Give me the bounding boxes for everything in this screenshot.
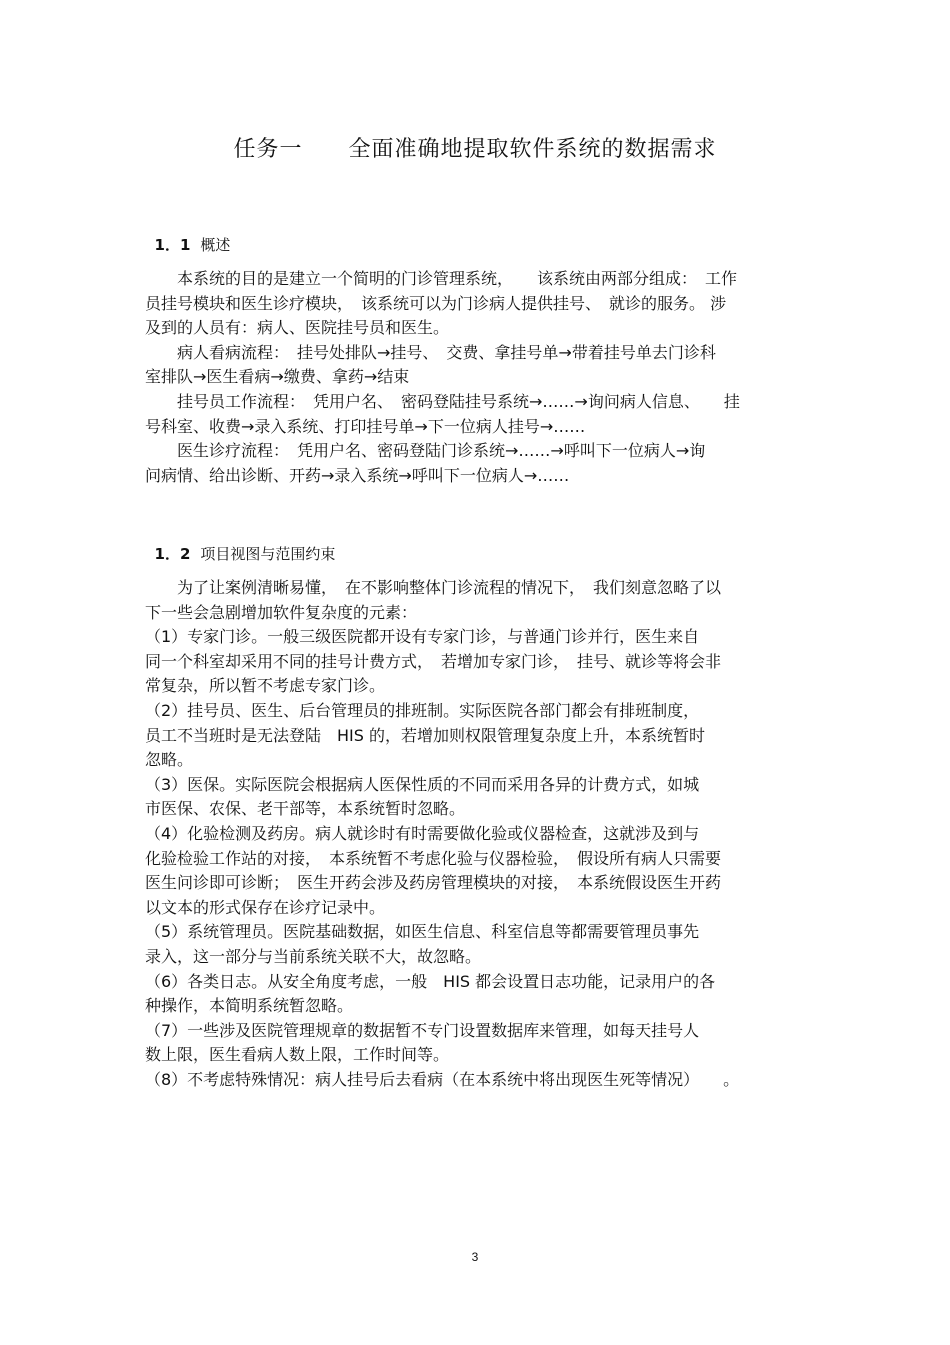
paragraph-line: 医生诊疗流程： 凭用户名、密码登陆门诊系统→……→呼叫下一位病人→询 [145,441,706,461]
list-item-line: 同一个科室却采用不同的挂号计费方式， 若增加专家门诊， 挂号、就诊等将会非 [145,651,722,671]
section-1-number: 1．1 [154,236,191,254]
list-item-line: 常复杂，所以暂不考虑专家门诊。 [145,676,386,696]
section-1-body [145,267,810,488]
list-item-line: 化验检验工作站的对接， 本系统暂不考虑化验与仪器检验， 假设所有病人只需要 [145,848,722,868]
paragraph-line: 问病情、给出诊断、开药→录入系统→呼叫下一位病人→…… [145,465,570,485]
list-item-line: 种操作，本简明系统暂忽略。 [145,996,354,1016]
section-2-title: 项目视图与范围约束 [200,545,336,563]
list-item-line: 市医保、农保、老干部等，本系统暂时忽略。 [145,799,466,819]
list-item-line: （2）挂号员、医生、后台管理员的排班制。实际医院各部门都会有排班制度， [145,700,700,720]
list-item-line: 数上限，医生看病人数上限，工作时间等。 [145,1045,450,1065]
section-2-number: 1．2 [154,545,191,563]
paragraph-line: 为了让案例清晰易懂， 在不影响整体门诊流程的情况下， 我们刻意忽略了以 [145,578,722,597]
list-item-line: （5）系统管理员。医院基础数据，如医生信息、科室信息等都需要管理员事先 [145,922,700,942]
paragraph-line: 及到的人员有：病人、医院挂号员和医生。 [145,318,450,338]
paragraph-line: 室排队→医生看病→缴费、拿药→结束 [145,367,410,387]
section-1-heading [145,216,230,255]
list-item-line: 忽略。 [145,750,194,770]
paragraph-line: 下一些会急剧增加软件复杂度的元素： [145,602,418,622]
paragraph-line: 号科室、收费→录入系统、打印挂号单→下一位病人挂号→…… [145,416,586,436]
section-2-heading [145,525,335,564]
list-item-line: （7）一些涉及医院管理规章的数据暂不专门设置数据库来管理，如每天挂号人 [145,1020,700,1040]
page-title: 任务一 全面准确地提取软件系统的数据需求 [233,137,717,162]
paragraph-line: 本系统的目的是建立一个简明的门诊管理系统， 该系统由两部分组成： 工作 [145,269,738,288]
list-item-line: 录入，这一部分与当前系统关联不大，故忽略。 [145,946,482,966]
paragraph-line: 挂号员工作流程： 凭用户名、 密码登陆挂号系统→……→询问病人信息、 挂 [145,391,740,411]
list-item-line: （8）不考虑特殊情况：病人挂号后去看病（在本系统中将出现医生死等情况） 。 [145,1069,740,1089]
list-item-line: （6）各类日志。从安全角度考虑，一般 HIS 都会设置日志功能，记录用户的各 [145,971,716,991]
list-item-line: 以文本的形式保存在诊疗记录中。 [145,897,386,917]
list-item-line: （4）化验检测及药房。病人就诊时有时需要做化验或仪器检查，这就涉及到与 [145,823,700,843]
list-item-line: （1）专家门诊。一般三级医院都开设有专家门诊，与普通门诊并行，医生来自 [145,627,700,647]
section-1-title: 概述 [200,236,231,254]
list-item-line: 医生问诊即可诊断； 医生开药会涉及药房管理模块的对接， 本系统假设医生开药 [145,873,722,893]
list-item-line: （3）医保。实际医院会根据病人医保性质的不同而采用各异的计费方式，如城 [145,774,700,794]
paragraph-line: 员挂号模块和医生诊疗模块， 该系统可以为门诊病人提供挂号、 就诊的服务。 涉 [145,293,727,313]
paragraph-line: 病人看病流程： 挂号处排队→挂号、 交费、拿挂号单→带着挂号单去门诊科 [145,342,716,362]
list-item-line: 员工不当班时是无法登陆 HIS 的，若增加则权限管理复杂度上升，本系统暂时 [145,725,705,745]
page-number: 3 [471,1250,479,1264]
section-2-body [145,576,810,1092]
